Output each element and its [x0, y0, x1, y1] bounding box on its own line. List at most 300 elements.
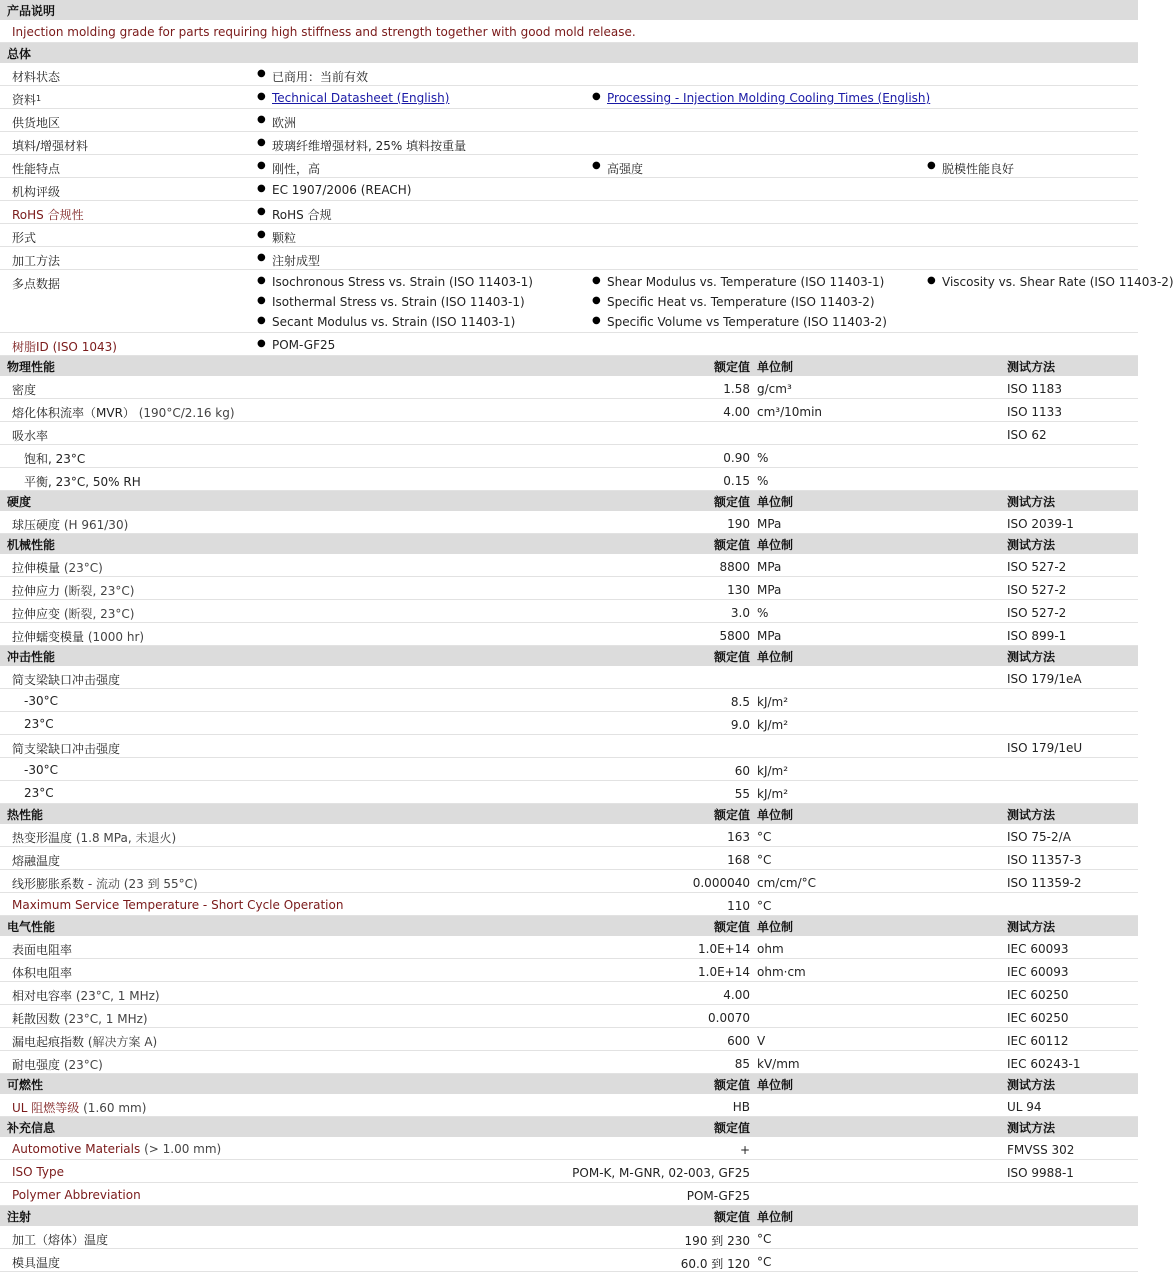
section-title: 注射 [7, 1210, 32, 1224]
property-label [12, 1056, 103, 1073]
property-value: 0.90 [723, 451, 750, 465]
column-header-value: 额定值 [713, 538, 750, 552]
column-header-value: 额定值 [713, 1210, 750, 1224]
general-value-text: EC 1907/2006 (REACH) [272, 183, 412, 197]
general-value-item [607, 295, 875, 309]
property-label [24, 763, 58, 777]
footnote-marker: 1 [36, 94, 42, 103]
property-name: 拉伸应力 [12, 584, 61, 598]
property-row [0, 758, 1138, 781]
general-row-label-text: 加工方法 [12, 254, 61, 268]
property-name: 23°C [24, 786, 54, 800]
property-name: 相对电容率 [12, 989, 73, 1003]
property-name: Maximum Service Temperature - Short Cycle Operation [12, 898, 344, 912]
property-row [0, 600, 1138, 623]
test-method: ISO 527-2 [1007, 606, 1067, 620]
test-method: FMVSS 302 [1007, 1143, 1075, 1157]
property-row [0, 982, 1138, 1005]
property-label [12, 1142, 221, 1156]
property-unit: V [757, 1034, 766, 1048]
column-header-unit: 单位制 [757, 538, 794, 552]
property-unit: kV/mm [757, 1057, 800, 1071]
property-name: 拉伸蠕变模量 [12, 630, 85, 644]
property-label [24, 786, 54, 800]
general-row-label-text: 供货地区 [12, 116, 61, 130]
property-unit: °C [757, 1255, 772, 1269]
column-header-method: 测试方法 [1007, 360, 1056, 374]
general-value-item [272, 183, 411, 197]
property-name: 熔融温度 [12, 854, 61, 868]
general-row [0, 270, 1174, 333]
property-value: 190 [727, 517, 750, 531]
general-value-text: 注射成型 [272, 254, 321, 268]
property-condition: (解决方案 A) [87, 1035, 158, 1049]
property-name: Polymer Abbreviation [12, 1188, 141, 1202]
section-header [0, 916, 1138, 936]
property-row [0, 468, 1138, 491]
test-method: IEC 60093 [1007, 942, 1069, 956]
property-unit: cm/cm/°C [757, 876, 817, 890]
section-header [0, 356, 1138, 376]
product-description-text: Injection molding grade for parts requiring high stiffness and strength together with good mold release. [12, 25, 636, 39]
general-value-item [272, 114, 296, 131]
property-row [0, 959, 1138, 982]
general-value-text: Shear Modulus vs. Temperature (ISO 11403-1) [607, 275, 885, 289]
general-value-text: 欧洲 [272, 116, 297, 130]
general-value-text: 玻璃纤维增强材料, 25% 填料按重量 [272, 139, 467, 153]
general-value-text: Specific Heat vs. Temperature (ISO 11403-2) [607, 295, 875, 309]
general-value-text: 脱模性能良好 [942, 162, 1015, 176]
general-row [0, 247, 1138, 270]
property-name: 简支梁缺口冲击强度 [12, 673, 121, 687]
property-name: 吸水率 [12, 429, 49, 443]
property-name: 熔化体积流率（MVR） [12, 406, 135, 420]
test-method: IEC 60093 [1007, 965, 1069, 979]
test-method: ISO 179/1eU [1007, 741, 1083, 755]
column-header-method: 测试方法 [1007, 1121, 1056, 1135]
property-row [0, 781, 1138, 804]
property-name: 简支梁缺口冲击强度 [12, 742, 121, 756]
property-unit: ohm·cm [757, 965, 806, 979]
property-condition: - 流动 (23 到 55°C) [87, 877, 198, 891]
general-value-text: Viscosity vs. Shear Rate (ISO 11403-2) [942, 275, 1174, 289]
section-header [0, 1117, 1138, 1137]
general-row-label [12, 91, 41, 108]
property-label [12, 1254, 60, 1271]
property-condition: (23°C) [63, 561, 103, 575]
section-header [0, 1074, 1138, 1094]
property-unit: % [757, 474, 769, 488]
property-label [12, 427, 48, 444]
column-header-unit: 单位制 [757, 1210, 794, 1224]
column-header-method: 测试方法 [1007, 650, 1056, 664]
property-label [12, 829, 176, 846]
property-value: 168 [727, 853, 750, 867]
property-label [12, 671, 120, 688]
property-row [0, 1051, 1138, 1074]
property-row [0, 623, 1138, 646]
property-name: -30°C [24, 694, 58, 708]
test-method: ISO 62 [1007, 428, 1047, 442]
section-title: 机械性能 [7, 538, 56, 552]
property-label [12, 559, 103, 576]
column-header-unit: 单位制 [757, 650, 794, 664]
property-row [0, 870, 1138, 893]
column-header-value: 额定值 [713, 920, 750, 934]
property-value: 55 [734, 787, 750, 801]
property-row [0, 824, 1138, 847]
general-row-label-text: RoHS 合规性 [12, 208, 84, 222]
property-unit: MPa [757, 560, 782, 574]
property-label [12, 582, 135, 599]
column-header-method: 测试方法 [1007, 495, 1056, 509]
general-value-text: POM-GF25 [272, 338, 336, 352]
section-header [0, 804, 1138, 824]
property-value: 3.0 [730, 606, 750, 620]
general-value-text: Isothermal Stress vs. Strain (ISO 11403-1) [272, 295, 525, 309]
property-label [12, 875, 198, 892]
property-value: 60.0 到 120 [680, 1257, 750, 1271]
property-value: 1.58 [723, 382, 750, 396]
general-row [0, 63, 1138, 86]
test-method: ISO 899-1 [1007, 629, 1067, 643]
test-method: ISO 9988-1 [1007, 1166, 1074, 1180]
property-row [0, 666, 1138, 689]
property-condition: (23°C, 1 MHz) [75, 989, 160, 1003]
general-row-label-text: 树脂ID (ISO 1043) [12, 340, 117, 354]
property-label [12, 605, 135, 622]
general-row-label-text: 性能特点 [12, 162, 61, 176]
property-label [12, 852, 60, 869]
property-value: 60 [734, 764, 750, 778]
document-link-text[interactable]: Processing - Injection Molding Cooling Times (English) [607, 91, 931, 105]
general-row [0, 132, 1138, 155]
property-label [24, 694, 58, 708]
test-method: ISO 75-2/A [1007, 830, 1071, 844]
property-name: 密度 [12, 383, 37, 397]
property-row [0, 1094, 1138, 1117]
property-label [12, 1010, 148, 1027]
property-value: 9.0 [730, 718, 750, 732]
general-value-text: Specific Volume vs Temperature (ISO 11403-2) [607, 315, 887, 329]
property-value: HB [732, 1100, 750, 1114]
general-row [0, 224, 1138, 247]
general-value-item [272, 137, 466, 154]
general-row-label [12, 160, 60, 177]
column-header-unit: 单位制 [757, 1078, 794, 1092]
property-row [0, 554, 1138, 577]
property-row [0, 735, 1138, 758]
section-title: 硬度 [7, 495, 32, 509]
general-value-text: RoHS 合规 [272, 208, 332, 222]
column-header-value: 额定值 [713, 650, 750, 664]
property-row [0, 399, 1138, 422]
general-value-item [272, 315, 515, 329]
general-value-text: Isochronous Stress vs. Strain (ISO 11403-1) [272, 275, 533, 289]
section-title: 补充信息 [7, 1121, 56, 1135]
property-label [12, 1165, 64, 1179]
general-value-item [272, 338, 335, 352]
column-header-method: 测试方法 [1007, 538, 1056, 552]
property-row [0, 376, 1138, 399]
document-link-text[interactable]: Technical Datasheet (English) [272, 91, 450, 105]
property-row [0, 1226, 1138, 1249]
property-row [0, 1028, 1138, 1051]
property-unit: g/cm³ [757, 382, 792, 396]
property-row [0, 1249, 1138, 1272]
property-label [12, 1188, 141, 1202]
section-header [0, 534, 1138, 554]
property-label [12, 628, 144, 645]
property-label [12, 1231, 108, 1248]
property-label [12, 740, 120, 757]
section-title: 冲击性能 [7, 650, 56, 664]
section-title: 可燃性 [7, 1078, 44, 1092]
general-row-label [12, 114, 60, 131]
property-name: UL 阻燃等级 [12, 1101, 80, 1115]
property-unit: kJ/m² [757, 695, 789, 709]
column-header-value: 额定值 [713, 808, 750, 822]
property-name: 拉伸应变 [12, 607, 61, 621]
test-method: ISO 2039-1 [1007, 517, 1074, 531]
property-name: 体积电阻率 [12, 966, 73, 980]
property-name: 球压硬度 [12, 518, 61, 532]
property-unit: % [757, 606, 769, 620]
column-header-unit: 单位制 [757, 808, 794, 822]
general-value-item [272, 295, 525, 309]
property-unit: kJ/m² [757, 787, 789, 801]
property-row [0, 893, 1138, 916]
property-unit: ohm [757, 942, 784, 956]
property-condition: (1.60 mm) [83, 1101, 147, 1115]
property-label [12, 516, 128, 533]
property-value: 0.15 [723, 474, 750, 488]
test-method: ISO 11359-2 [1007, 876, 1082, 890]
property-condition: (H 961/30) [63, 518, 129, 532]
property-name: ISO Type [12, 1165, 64, 1179]
property-label [24, 450, 85, 467]
general-row-label [12, 68, 60, 85]
section-title: 电气性能 [7, 920, 56, 934]
document-link[interactable] [272, 91, 449, 105]
property-name: 线形膨胀系数 [12, 877, 85, 891]
general-value-text: 高强度 [607, 162, 644, 176]
property-label [12, 404, 235, 421]
property-label [24, 473, 141, 490]
test-method: ISO 179/1eA [1007, 672, 1082, 686]
general-value-text: 已商用：当前有效 [272, 70, 369, 84]
property-value: 1.0E+14 [698, 965, 750, 979]
property-label [12, 898, 343, 912]
column-header-method: 测试方法 [1007, 808, 1056, 822]
property-name: Automotive Materials [12, 1142, 141, 1156]
general-value-item [607, 315, 887, 329]
column-header-value: 额定值 [713, 495, 750, 509]
property-row [0, 1183, 1138, 1206]
test-method: IEC 60243-1 [1007, 1057, 1081, 1071]
property-label [12, 381, 36, 398]
test-method: ISO 527-2 [1007, 583, 1067, 597]
property-condition: (23°C, 1 MHz) [63, 1012, 148, 1026]
property-unit: °C [757, 830, 772, 844]
property-name: 漏电起痕指数 [12, 1035, 85, 1049]
column-header-unit: 单位制 [757, 360, 794, 374]
property-name: 耐电强度 [12, 1058, 61, 1072]
property-value: 8.5 [730, 695, 750, 709]
property-value: 190 到 230 [684, 1234, 750, 1248]
general-row-label [12, 252, 60, 269]
property-value: 8800 [719, 560, 750, 574]
property-name: 表面电阻率 [12, 943, 73, 957]
property-value: 130 [727, 583, 750, 597]
property-row [0, 1005, 1138, 1028]
general-value-item [607, 160, 643, 177]
test-method: ISO 11357-3 [1007, 853, 1082, 867]
general-row [0, 333, 1138, 356]
property-name: 饱和, 23°C [24, 452, 86, 466]
column-header-unit: 单位制 [757, 920, 794, 934]
property-condition: (1000 hr) [87, 630, 145, 644]
column-header-method: 测试方法 [1007, 1078, 1056, 1092]
column-header-value: 额定值 [713, 360, 750, 374]
property-name: 加工（熔体）温度 [12, 1233, 109, 1247]
property-unit: kJ/m² [757, 718, 789, 732]
property-condition: (> 1.00 mm) [144, 1142, 222, 1156]
general-row-label [12, 338, 117, 355]
property-name: 耗散因数 [12, 1012, 61, 1026]
general-value-item [942, 275, 1174, 289]
section-title: 总体 [7, 47, 32, 61]
general-row-label-text: 材料状态 [12, 70, 61, 84]
property-value: POM-K, M-GNR, 02-003, GF25 [572, 1166, 750, 1180]
property-row [0, 422, 1138, 445]
property-value: 85 [734, 1057, 750, 1071]
general-row-label-text: 资料 [12, 93, 37, 107]
property-name: 模具温度 [12, 1256, 61, 1270]
general-row [0, 201, 1138, 224]
general-value-item [272, 275, 533, 289]
property-label [12, 941, 72, 958]
general-value-item [272, 252, 320, 269]
test-method: ISO 1133 [1007, 405, 1062, 419]
property-condition: (断裂, 23°C) [63, 584, 135, 598]
property-row [0, 577, 1138, 600]
column-header-value: 额定值 [713, 1121, 750, 1135]
section-header [0, 646, 1138, 666]
column-header-method: 测试方法 [1007, 920, 1056, 934]
column-header-unit: 单位制 [757, 495, 794, 509]
column-header-value: 额定值 [713, 1078, 750, 1092]
property-name: 拉伸模量 [12, 561, 61, 575]
general-row-label [12, 206, 84, 223]
property-row [0, 847, 1138, 870]
property-row [0, 445, 1138, 468]
property-value: 4.00 [723, 988, 750, 1002]
general-value-item [272, 206, 332, 223]
property-row [0, 712, 1138, 735]
general-value-text: 刚性，高 [272, 162, 321, 176]
test-method: IEC 60250 [1007, 1011, 1069, 1025]
property-value: 110 [727, 899, 750, 913]
general-row-label-text: 机构评级 [12, 185, 61, 199]
general-row [0, 86, 1138, 109]
property-name: -30°C [24, 763, 58, 777]
property-row [0, 1137, 1138, 1160]
general-value-text: Secant Modulus vs. Strain (ISO 11403-1) [272, 315, 516, 329]
property-unit: MPa [757, 583, 782, 597]
property-value: 600 [727, 1034, 750, 1048]
section-header [0, 1206, 1138, 1226]
section-title: 物理性能 [7, 360, 56, 374]
property-unit: kJ/m² [757, 764, 789, 778]
property-value: POM-GF25 [686, 1189, 750, 1203]
property-name: 平衡, 23°C, 50% RH [24, 475, 141, 489]
general-row-label-text: 填料/增强材料 [12, 139, 89, 153]
general-value-item [942, 160, 1014, 177]
property-value: + [739, 1143, 750, 1157]
section-header [0, 491, 1138, 511]
general-value-text: 颗粒 [272, 231, 297, 245]
property-label [12, 987, 160, 1004]
property-unit: % [757, 451, 769, 465]
property-row [0, 1160, 1138, 1183]
section-header-general [0, 43, 1138, 63]
document-link[interactable] [607, 91, 930, 105]
property-label [12, 1099, 146, 1116]
property-unit: °C [757, 853, 772, 867]
property-unit: MPa [757, 517, 782, 531]
property-row [0, 511, 1138, 534]
general-row-label [12, 137, 88, 154]
property-unit: cm³/10min [757, 405, 823, 419]
property-condition: (190°C/2.16 kg) [138, 406, 235, 420]
property-condition: (1.8 MPa, 未退火) [75, 831, 177, 845]
product-description-row [0, 20, 1138, 43]
general-row-label [12, 229, 36, 246]
property-value: 5800 [719, 629, 750, 643]
property-row [0, 936, 1138, 959]
property-row [0, 689, 1138, 712]
property-value: 4.00 [723, 405, 750, 419]
general-row-label-text: 形式 [12, 231, 37, 245]
general-row [0, 155, 1138, 178]
general-row-label-text: 多点数据 [12, 277, 61, 291]
property-unit: °C [757, 899, 772, 913]
property-value: 1.0E+14 [698, 942, 750, 956]
test-method: IEC 60250 [1007, 988, 1069, 1002]
property-value: 0.000040 [692, 876, 750, 890]
test-method: IEC 60112 [1007, 1034, 1069, 1048]
property-label [24, 717, 54, 731]
general-row-label [12, 183, 60, 200]
property-value: 163 [727, 830, 750, 844]
general-value-item [272, 160, 320, 177]
general-row-label [12, 275, 60, 292]
general-row [0, 178, 1138, 201]
property-value: 0.0070 [708, 1011, 750, 1025]
test-method: UL 94 [1007, 1100, 1042, 1114]
property-unit: °C [757, 1232, 772, 1246]
section-title: 热性能 [7, 808, 44, 822]
property-condition: (23°C) [63, 1058, 103, 1072]
test-method: ISO 527-2 [1007, 560, 1067, 574]
general-value-item [272, 229, 296, 246]
section-header-product-description [0, 0, 1138, 20]
property-condition: (断裂, 23°C) [63, 607, 135, 621]
property-label [12, 964, 72, 981]
property-name: 23°C [24, 717, 54, 731]
general-value-item [272, 68, 368, 85]
